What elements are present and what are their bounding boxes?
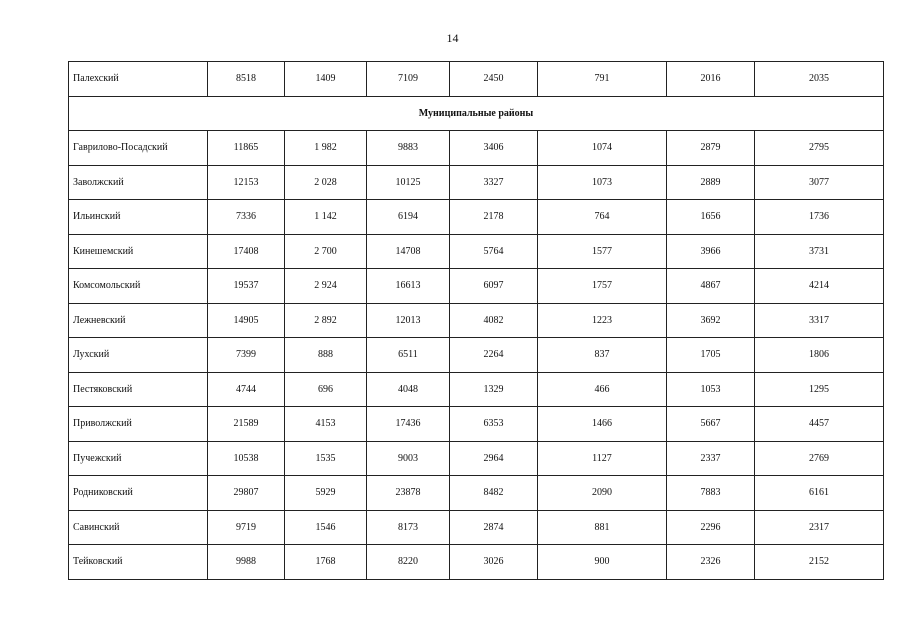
value-cell: 16613 [367, 269, 450, 304]
value-cell: 4048 [367, 372, 450, 407]
table-row [69, 131, 884, 166]
data-table [68, 61, 884, 580]
value-cell: 8220 [367, 545, 450, 580]
value-cell: 2964 [450, 441, 538, 476]
value-cell: 1736 [755, 200, 884, 235]
value-cell: 2178 [450, 200, 538, 235]
value-cell: 8518 [208, 62, 285, 97]
district-name-cell: Лежневский [69, 303, 208, 338]
table-row [69, 407, 884, 442]
value-cell: 14905 [208, 303, 285, 338]
district-name-cell: Ильинский [69, 200, 208, 235]
page-number: 14 [446, 31, 459, 45]
value-cell: 881 [538, 510, 667, 545]
value-cell: 1577 [538, 234, 667, 269]
value-cell: 9883 [367, 131, 450, 166]
value-cell: 2 700 [285, 234, 367, 269]
district-name-cell: Савинский [69, 510, 208, 545]
table-row [69, 510, 884, 545]
value-cell: 2879 [667, 131, 755, 166]
table-row [69, 476, 884, 511]
district-name-cell: Лухский [69, 338, 208, 373]
district-name-cell: Комсомольский [69, 269, 208, 304]
value-cell: 4457 [755, 407, 884, 442]
value-cell: 2337 [667, 441, 755, 476]
table-row [69, 165, 884, 200]
value-cell: 2016 [667, 62, 755, 97]
value-cell: 19537 [208, 269, 285, 304]
table-row [69, 269, 884, 304]
value-cell: 5929 [285, 476, 367, 511]
value-cell: 4153 [285, 407, 367, 442]
value-cell: 17408 [208, 234, 285, 269]
value-cell: 6353 [450, 407, 538, 442]
value-cell: 888 [285, 338, 367, 373]
value-cell: 1535 [285, 441, 367, 476]
value-cell: 1223 [538, 303, 667, 338]
value-cell: 12013 [367, 303, 450, 338]
district-name-cell: Пестяковский [69, 372, 208, 407]
table-row [69, 200, 884, 235]
value-cell: 2 028 [285, 165, 367, 200]
value-cell: 3731 [755, 234, 884, 269]
table-row [69, 338, 884, 373]
value-cell: 7399 [208, 338, 285, 373]
value-cell: 466 [538, 372, 667, 407]
value-cell: 2296 [667, 510, 755, 545]
value-cell: 2450 [450, 62, 538, 97]
value-cell: 4867 [667, 269, 755, 304]
district-name-cell: Кинешемский [69, 234, 208, 269]
table-row [69, 303, 884, 338]
district-name-cell: Гаврилово-Посадский [69, 131, 208, 166]
value-cell: 3327 [450, 165, 538, 200]
value-cell: 1768 [285, 545, 367, 580]
district-name-cell: Пучежский [69, 441, 208, 476]
value-cell: 14708 [367, 234, 450, 269]
district-name-cell: Тейковский [69, 545, 208, 580]
value-cell: 1073 [538, 165, 667, 200]
value-cell: 1074 [538, 131, 667, 166]
value-cell: 1127 [538, 441, 667, 476]
value-cell: 5667 [667, 407, 755, 442]
value-cell: 2769 [755, 441, 884, 476]
value-cell: 8482 [450, 476, 538, 511]
value-cell: 1656 [667, 200, 755, 235]
value-cell: 900 [538, 545, 667, 580]
value-cell: 764 [538, 200, 667, 235]
value-cell: 29807 [208, 476, 285, 511]
value-cell: 3317 [755, 303, 884, 338]
value-cell: 791 [538, 62, 667, 97]
value-cell: 2874 [450, 510, 538, 545]
table-row [69, 234, 884, 269]
district-name-cell: Палехский [69, 62, 208, 97]
table-row [69, 62, 884, 97]
section-row [69, 96, 884, 131]
value-cell: 17436 [367, 407, 450, 442]
value-cell: 1705 [667, 338, 755, 373]
value-cell: 6511 [367, 338, 450, 373]
value-cell: 12153 [208, 165, 285, 200]
table-row [69, 441, 884, 476]
table-row [69, 372, 884, 407]
value-cell: 2264 [450, 338, 538, 373]
value-cell: 3026 [450, 545, 538, 580]
value-cell: 8173 [367, 510, 450, 545]
value-cell: 6161 [755, 476, 884, 511]
value-cell: 2 924 [285, 269, 367, 304]
district-name-cell: Родниковский [69, 476, 208, 511]
value-cell: 6097 [450, 269, 538, 304]
value-cell: 11865 [208, 131, 285, 166]
value-cell: 2889 [667, 165, 755, 200]
value-cell: 2326 [667, 545, 755, 580]
value-cell: 7883 [667, 476, 755, 511]
value-cell: 2035 [755, 62, 884, 97]
value-cell: 1757 [538, 269, 667, 304]
value-cell: 837 [538, 338, 667, 373]
value-cell: 1 982 [285, 131, 367, 166]
value-cell: 7336 [208, 200, 285, 235]
value-cell: 1806 [755, 338, 884, 373]
value-cell: 1546 [285, 510, 367, 545]
value-cell: 23878 [367, 476, 450, 511]
value-cell: 1053 [667, 372, 755, 407]
value-cell: 2317 [755, 510, 884, 545]
value-cell: 3692 [667, 303, 755, 338]
value-cell: 4744 [208, 372, 285, 407]
value-cell: 4082 [450, 303, 538, 338]
value-cell: 3966 [667, 234, 755, 269]
value-cell: 1329 [450, 372, 538, 407]
value-cell: 10538 [208, 441, 285, 476]
value-cell: 2 892 [285, 303, 367, 338]
district-name-cell: Приволжский [69, 407, 208, 442]
value-cell: 2090 [538, 476, 667, 511]
value-cell: 1295 [755, 372, 884, 407]
value-cell: 9988 [208, 545, 285, 580]
value-cell: 21589 [208, 407, 285, 442]
table-row [69, 545, 884, 580]
value-cell: 5764 [450, 234, 538, 269]
value-cell: 3406 [450, 131, 538, 166]
value-cell: 9003 [367, 441, 450, 476]
value-cell: 2152 [755, 545, 884, 580]
value-cell: 2795 [755, 131, 884, 166]
value-cell: 1 142 [285, 200, 367, 235]
value-cell: 3077 [755, 165, 884, 200]
value-cell: 6194 [367, 200, 450, 235]
value-cell: 1409 [285, 62, 367, 97]
value-cell: 696 [285, 372, 367, 407]
value-cell: 10125 [367, 165, 450, 200]
value-cell: 4214 [755, 269, 884, 304]
value-cell: 7109 [367, 62, 450, 97]
section-title: Муниципальные районы [69, 96, 884, 131]
district-name-cell: Заволжский [69, 165, 208, 200]
value-cell: 9719 [208, 510, 285, 545]
value-cell: 1466 [538, 407, 667, 442]
